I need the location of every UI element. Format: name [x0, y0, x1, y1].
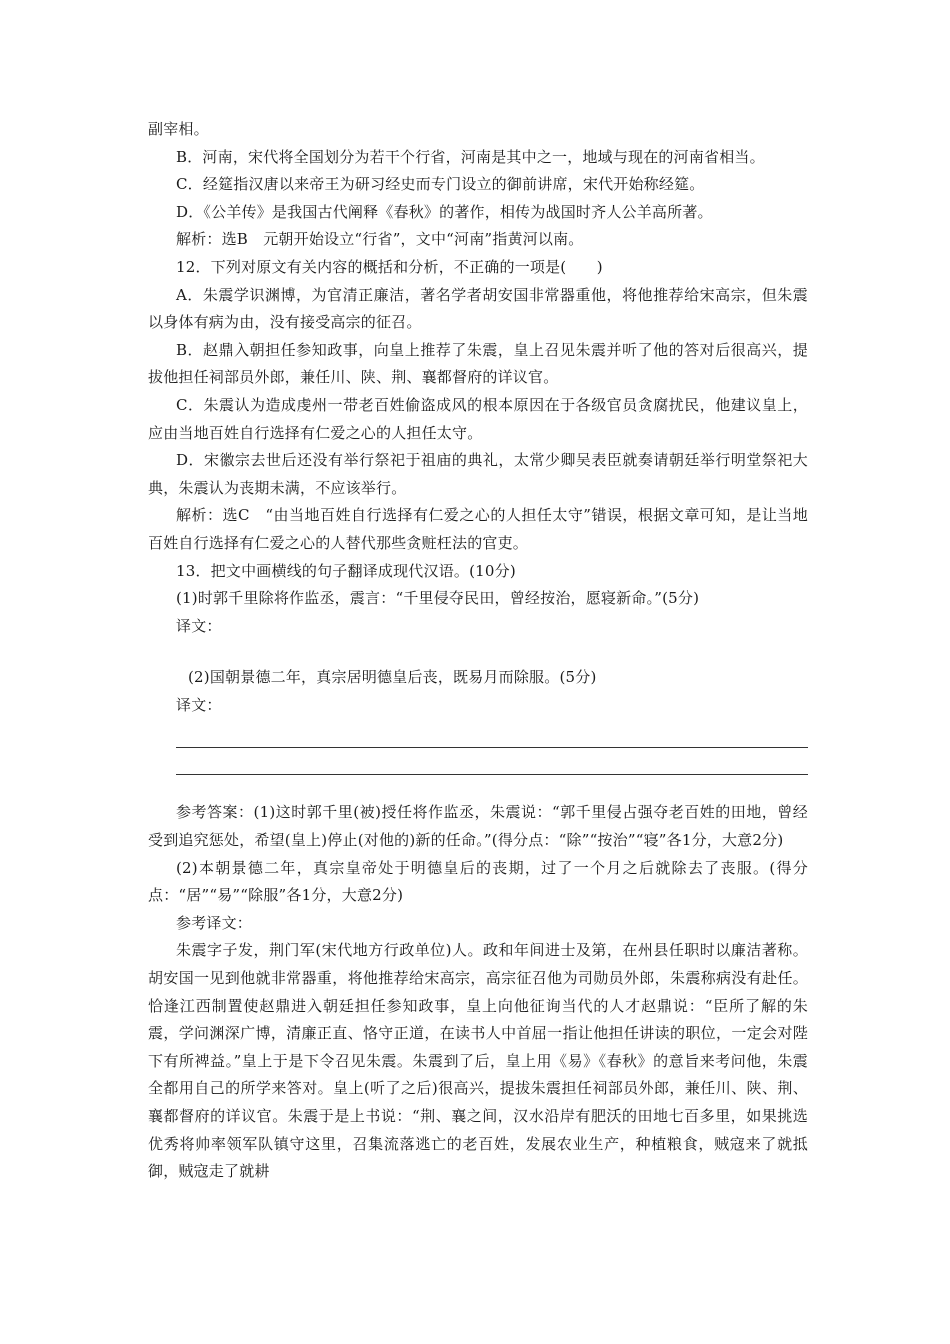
document-body	[148, 116, 808, 1186]
option-b: B．河南，宋代将全国划分为若干个行省，河南是其中之一，地域与现在的河南省相当。	[176, 147, 765, 166]
option-c: C．经筵指汉唐以来帝王为研习经史而专门设立的御前讲席，宋代开始称经筵。	[176, 175, 705, 194]
question-12-option-d: D．宋徽宗去世后还没有举行祭祀于祖庙的典礼，太常少卿吴表臣就奏请朝廷举行明堂祭祀大典，朱震认为丧期未满，不应该举行。	[148, 451, 808, 497]
translation-label-2: 译文：	[176, 695, 222, 714]
reference-answer-2: (2)本朝景德二年，真宗皇帝处于明德皇后的丧期，过了一个月之后就除去了丧服。(得分点：“居”“易”“除服”各1分，大意2分)	[148, 858, 808, 905]
section-gap	[148, 775, 808, 799]
question-12: 12．下列对原文有关内容的概括和分析，不正确的一项是( )	[176, 257, 603, 276]
answer-space-1	[148, 640, 808, 664]
reference-answer-1: 参考答案：(1)这时郭千里(被)授任将作监丞，朱震说：“郭千里侵占强夺老百姓的田地，曾经受到追究惩处，希望(皇上)停止(对他的)新的任命。”(得分点：“除”“按治”“寝”各1分，大意2分)	[148, 803, 808, 850]
question-13-part-2: (2)国朝景德二年，真宗居明德皇后丧，既易月而除服。(5分)	[188, 668, 597, 687]
option-d: D．《公羊传》是我国古代阐释《春秋》的著作，相传为战国时齐人公羊高所著。	[176, 202, 713, 221]
translation-label-1: 译文：	[176, 616, 222, 635]
paragraph-continuation: 副宰相。	[148, 120, 209, 138]
analysis-11: 解析：选B 元朝开始设立“行省”，文中“河南”指黄河以南。	[176, 230, 584, 249]
question-13: 13．把文中画横线的句子翻译成现代汉语。(10分)	[176, 561, 516, 580]
question-13-part-1: (1)时郭千里除将作监丞，震言：“千里侵夺民田，曾经按治，愿寝新命。”(5分)	[176, 589, 700, 608]
answer-lines	[148, 721, 808, 775]
question-12-option-b: B．赵鼎入朝担任参知政事，向皇上推荐了朱震，皇上召见朱震并听了他的答对后很高兴，提拔他担任祠部员外郎，兼任川、陕、荆、襄都督府的详议官。	[148, 340, 808, 387]
reference-translation-title: 参考译文：	[176, 913, 253, 932]
reference-translation-text: 朱震字子发，荆门军(宋代地方行政单位)人。政和年间进士及第，在州县任职时以廉洁著称。胡安国一见到他就非常器重，将他推荐给宋高宗，高宗征召他为司勋员外郎，朱震称病没有赴任。恰逢江西制置使赵鼎进入朝廷担任参知政事，皇上向他征询当代的人才赵鼎说：“臣所了解的朱震，学问渊深广博，清廉正直、恪守正道，在读书人中首屈一指让他担任讲读的职位，一定会对陛下有所裨益。”皇上于是下令召见朱震。朱震到了后，皇上用《易》《春秋》的意旨来考问他，朱震全都用自己的所学来答对。皇上(听了之后)很高兴，提拔朱震担任祠部员外郎，兼任川、陕、荆、襄都督府的详议官。朱震于是上书说：“荆、襄之间，汉水沿岸有肥沃的田地七百多里，如果挑选优秀将帅率领军队镇守这里，召集流落逃亡的老百姓，发展农业生产，种植粮食，贼寇来了就抵御，贼寇走了就耕	[148, 941, 808, 1181]
question-12-option-a: A．朱震学识渊博，为官清正廉洁，著名学者胡安国非常器重他，将他推荐给宋高宗，但朱震以身体有病为由，没有接受高宗的征召。	[148, 285, 808, 332]
answer-line	[176, 721, 808, 748]
answer-line	[176, 748, 808, 775]
question-12-option-c: C．朱震认为造成虔州一带老百姓偷盗成风的根本原因在于各级官员贪腐扰民，他建议皇上，应由当地百姓自行选择有仁爱之心的人担任太守。	[148, 395, 808, 442]
analysis-12: 解析：选C “由当地百姓自行选择有仁爱之心的人担任太守”错误，根据文章可知，是让当地百姓自行选择有仁爱之心的人替代那些贪赃枉法的官吏。	[148, 506, 808, 552]
